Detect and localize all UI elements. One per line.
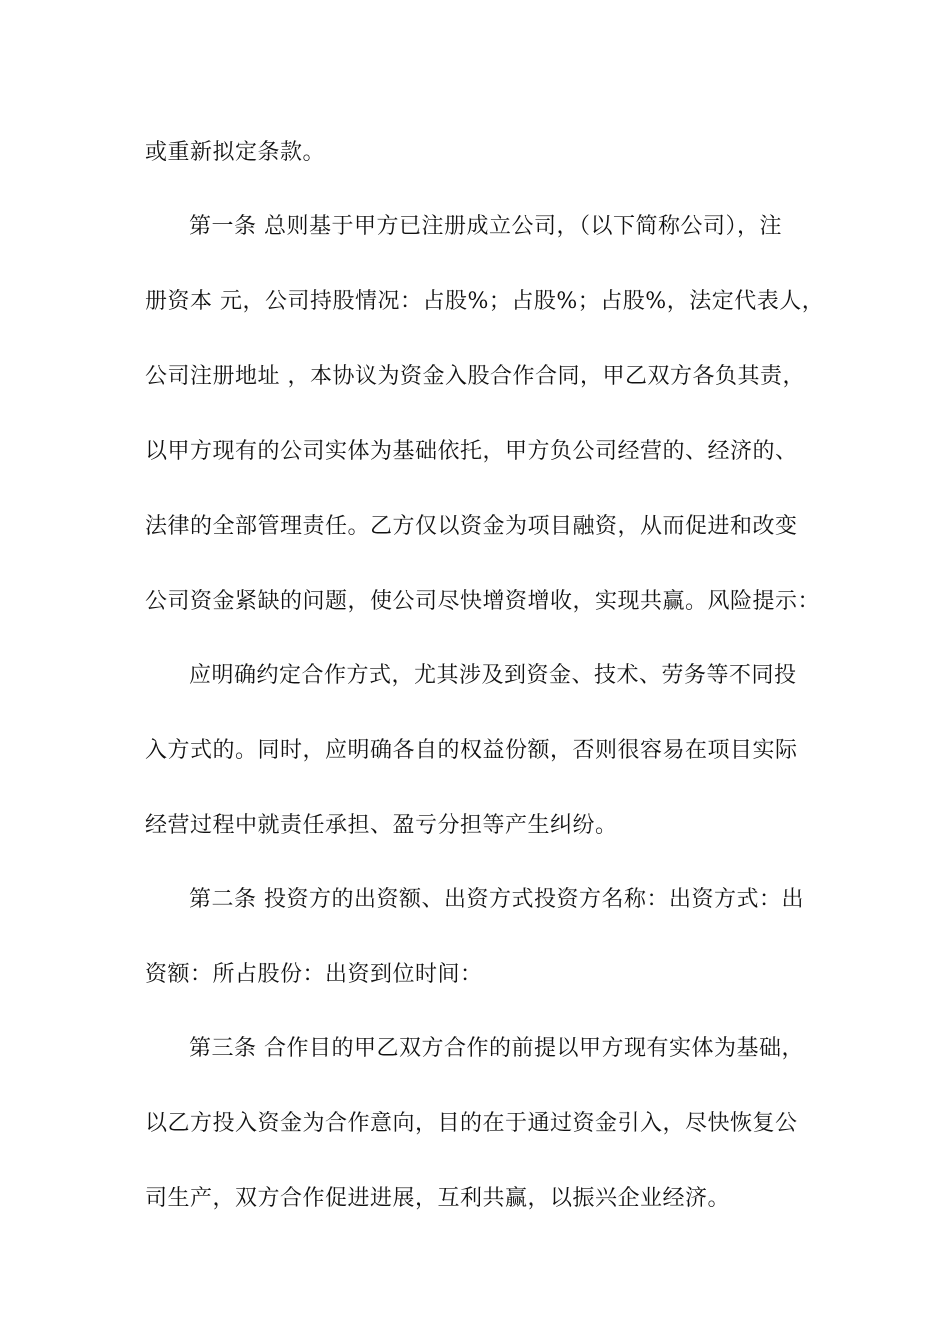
text-line-4: 公司注册地址 ，本协议为资金入股合作合同，甲乙双方各负其责， [145,364,805,389]
text-line-5: 以甲方现有的公司实体为基础依托，甲方负公司经营的、经济的、 [145,439,798,464]
text-line-1: 或重新拟定条款。 [145,140,326,165]
article-1-heading-line: 第一条 总则基于甲方已注册成立公司，（以下简称公司），注 [189,214,782,239]
risk-note-line: 应明确约定合作方式，尤其涉及到资金、技术、劳务等不同投 [189,663,797,688]
text-line-9: 入方式的。同时，应明确各自的权益份额，否则很容易在项目实际 [145,738,798,763]
text-line-15: 司生产，双方合作促进进展，互利共赢，以振兴企业经济。 [145,1186,731,1211]
article-3-heading-line: 第三条 合作目的甲乙双方合作的前提以甲方现有实体为基础， [189,1036,804,1061]
article-2-heading-line: 第二条 投资方的出资额、出资方式投资方名称：出资方式：出 [189,887,804,912]
text-line-7: 公司资金紧缺的问题，使公司尽快增资增收，实现共赢。风险提示： [145,589,821,614]
text-line-14: 以乙方投入资金为合作意向，目的在于通过资金引入，尽快恢复公 [145,1111,798,1136]
text-line-3: 册资本 元，公司持股情况：占股%；占股%；占股%，法定代表人， [145,289,825,314]
text-line-6: 法律的全部管理责任。乙方仅以资金为项目融资，从而促进和改变 [145,514,798,539]
text-line-12: 资额：所占股份：出资到位时间： [145,962,483,987]
text-line-10: 经营过程中就责任承担、盈亏分担等产生纠纷。 [145,813,618,838]
